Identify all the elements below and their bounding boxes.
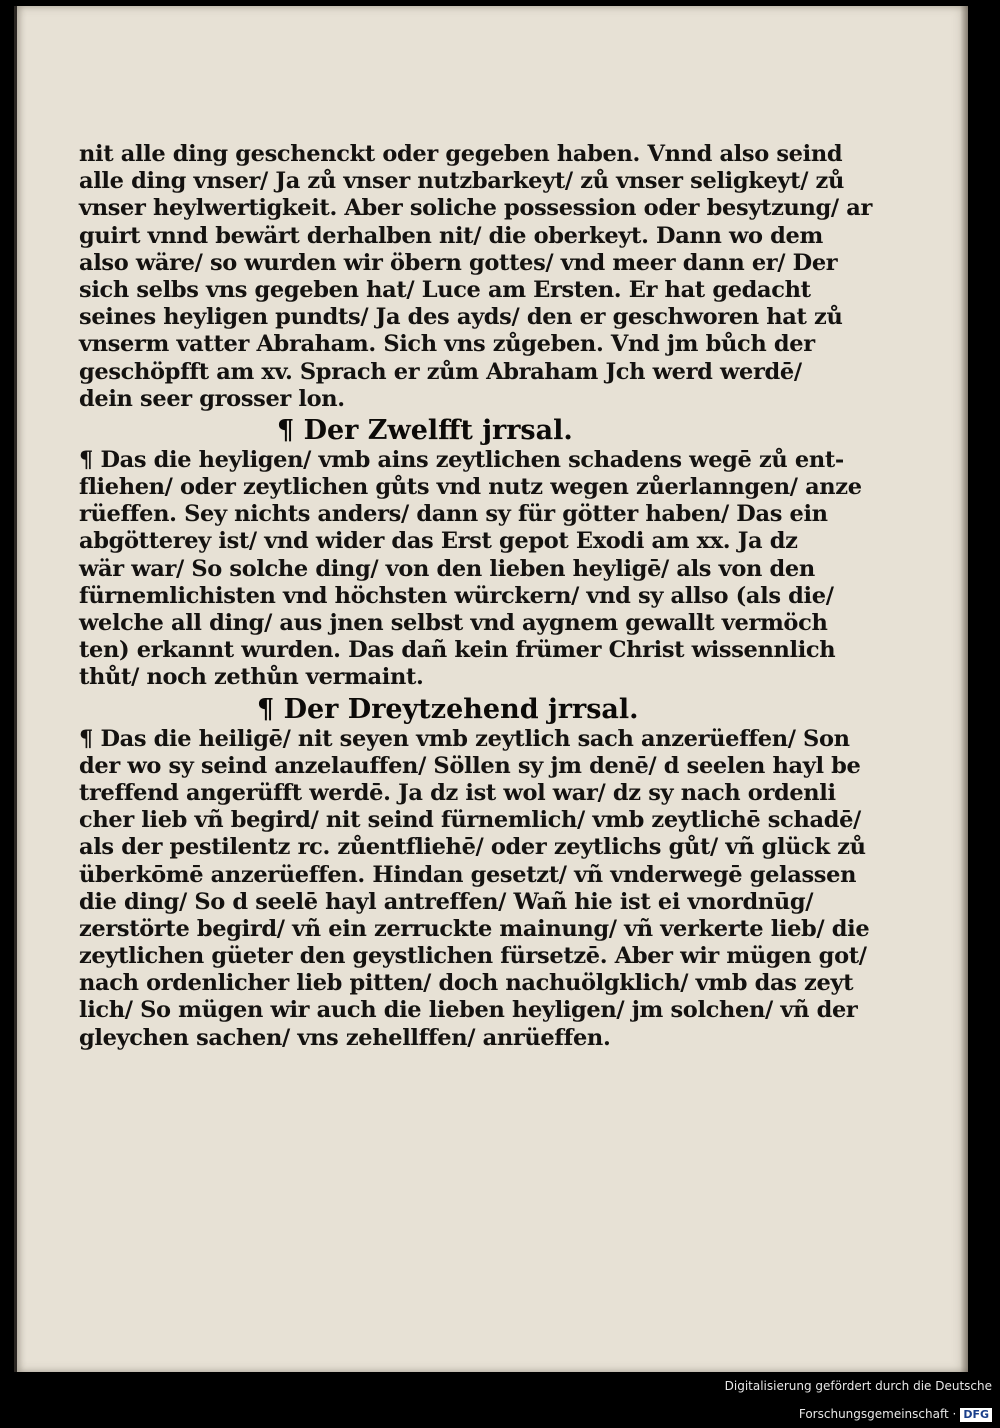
text-line: ¶ Das die heyligen/ vmb ains zeytlichen schadens wegē zů ent- — [79, 446, 844, 473]
book-page — [14, 6, 968, 1372]
text-line: sich selbs vns gegeben hat/ Luce am Ersten. Er hat gedacht — [79, 276, 811, 303]
text-line: rüeffen. Sey nichts anders/ dann sy für götter haben/ Das ein — [79, 501, 828, 528]
text-line: zerstörte begird/ vñ ein zerruckte mainung/ vñ verkerte lieb/ die — [79, 915, 870, 942]
text-line: thůt/ noch zethůn vermaint. — [79, 664, 424, 691]
text-line: alle ding vnser/ Ja zů vnser nutzbarkeyt/ zů vnser seligkeyt/ zů — [79, 168, 844, 195]
text-line: welche all ding/ aus jnen selbst vnd aygnem gewallt vermöch — [79, 610, 828, 636]
text-line: als der pestilentz rc. zůentfliehē/ oder zeytlichs gůt/ vñ glück zů — [79, 834, 866, 861]
paragraph-continued — [79, 141, 872, 413]
text-line: cher lieb vñ begird/ nit seind fürnemlich/ vmb zeytlichē schadē/ — [79, 807, 861, 834]
section-heading-13: ¶ Der Dreytzehend jrrsal. — [257, 693, 639, 725]
text-line: dein seer grosser lon. — [79, 385, 345, 412]
text-line: überkōmē anzerüeffen. Hindan gesetzt/ vñ vnderwegē gelassen — [79, 861, 857, 888]
text-line: lich/ So mügen wir auch die lieben heyligen/ jm solchen/ vñ der — [79, 997, 858, 1024]
text-line: seines heyligen pundts/ Ja des ayds/ den er geschworen hat zů — [79, 304, 843, 331]
text-line: ten) erkannt wurden. Das dañ kein frümer Christ wissennlich — [79, 637, 836, 664]
text-line: nit alle ding geschenckt oder gegeben haben. Vnnd also seind — [79, 141, 843, 167]
text-line: geschöpfft am xv. Sprach er zům Abraham Jch werd werdē/ — [79, 358, 802, 385]
text-line: fürnemlichisten vnd höchsten würckern/ vnd sy allso (als die/ — [79, 582, 834, 609]
digitization-credit: Digitalisierung gefördert durch die Deutsche Forschungsgemeinschaft · — [724, 1379, 992, 1421]
text-line: treffend angerüfft werdē. Ja dz ist wol war/ dz sy nach ordenli — [79, 779, 836, 806]
text-line: also wäre/ so wurden wir öbern gottes/ vnd meer dann er/ Der — [79, 249, 838, 276]
text-block — [79, 141, 872, 1052]
paragraph-section-12 — [79, 446, 862, 692]
text-line: zeytlichen güeter den geystlichen fürsetzē. Aber wir mügen got/ — [79, 943, 867, 970]
text-line: fliehen/ oder zeytlichen gůts vnd nutz wegen zůerlanngen/ anze — [79, 474, 862, 501]
text-line: vnserm vatter Abraham. Sich vns zůgeben. Vnd jm bůch der — [79, 331, 815, 358]
paragraph-section-13 — [79, 725, 870, 1052]
text-line: abgötterey ist/ vnd wider das Erst gepot Exodi am xx. Ja dz — [79, 528, 798, 555]
text-line: wär war/ So solche ding/ von den lieben heyligē/ als von den — [79, 555, 815, 582]
text-line: gleychen sachen/ vns zehellffen/ anrüeffen. — [79, 1024, 611, 1051]
text-line: ¶ Das die heiligē/ nit seyen vmb zeytlich sach anzerüeffen/ Son — [79, 725, 850, 752]
text-line: guirt vnnd bewärt derhalben nit/ die oberkeyt. Dann wo dem — [79, 222, 823, 249]
digitization-credit-bar — [600, 1372, 1000, 1421]
text-line: die ding/ So d seelē hayl antreffen/ Wañ hie ist ei vnordnūg/ — [79, 888, 814, 915]
dfg-logo: DFG — [960, 1408, 992, 1422]
text-line: vnser heylwertigkeit. Aber soliche possession oder besytzung/ ar — [79, 195, 872, 222]
text-line: der wo sy seind anzelauffen/ Söllen sy jm denē/ d seelen hayl be — [79, 752, 861, 779]
section-heading-12: ¶ Der Zwelfft jrrsal. — [277, 414, 573, 446]
text-line: nach ordenlicher lieb pitten/ doch nachuölgklich/ vmb das zeyt — [79, 970, 854, 997]
